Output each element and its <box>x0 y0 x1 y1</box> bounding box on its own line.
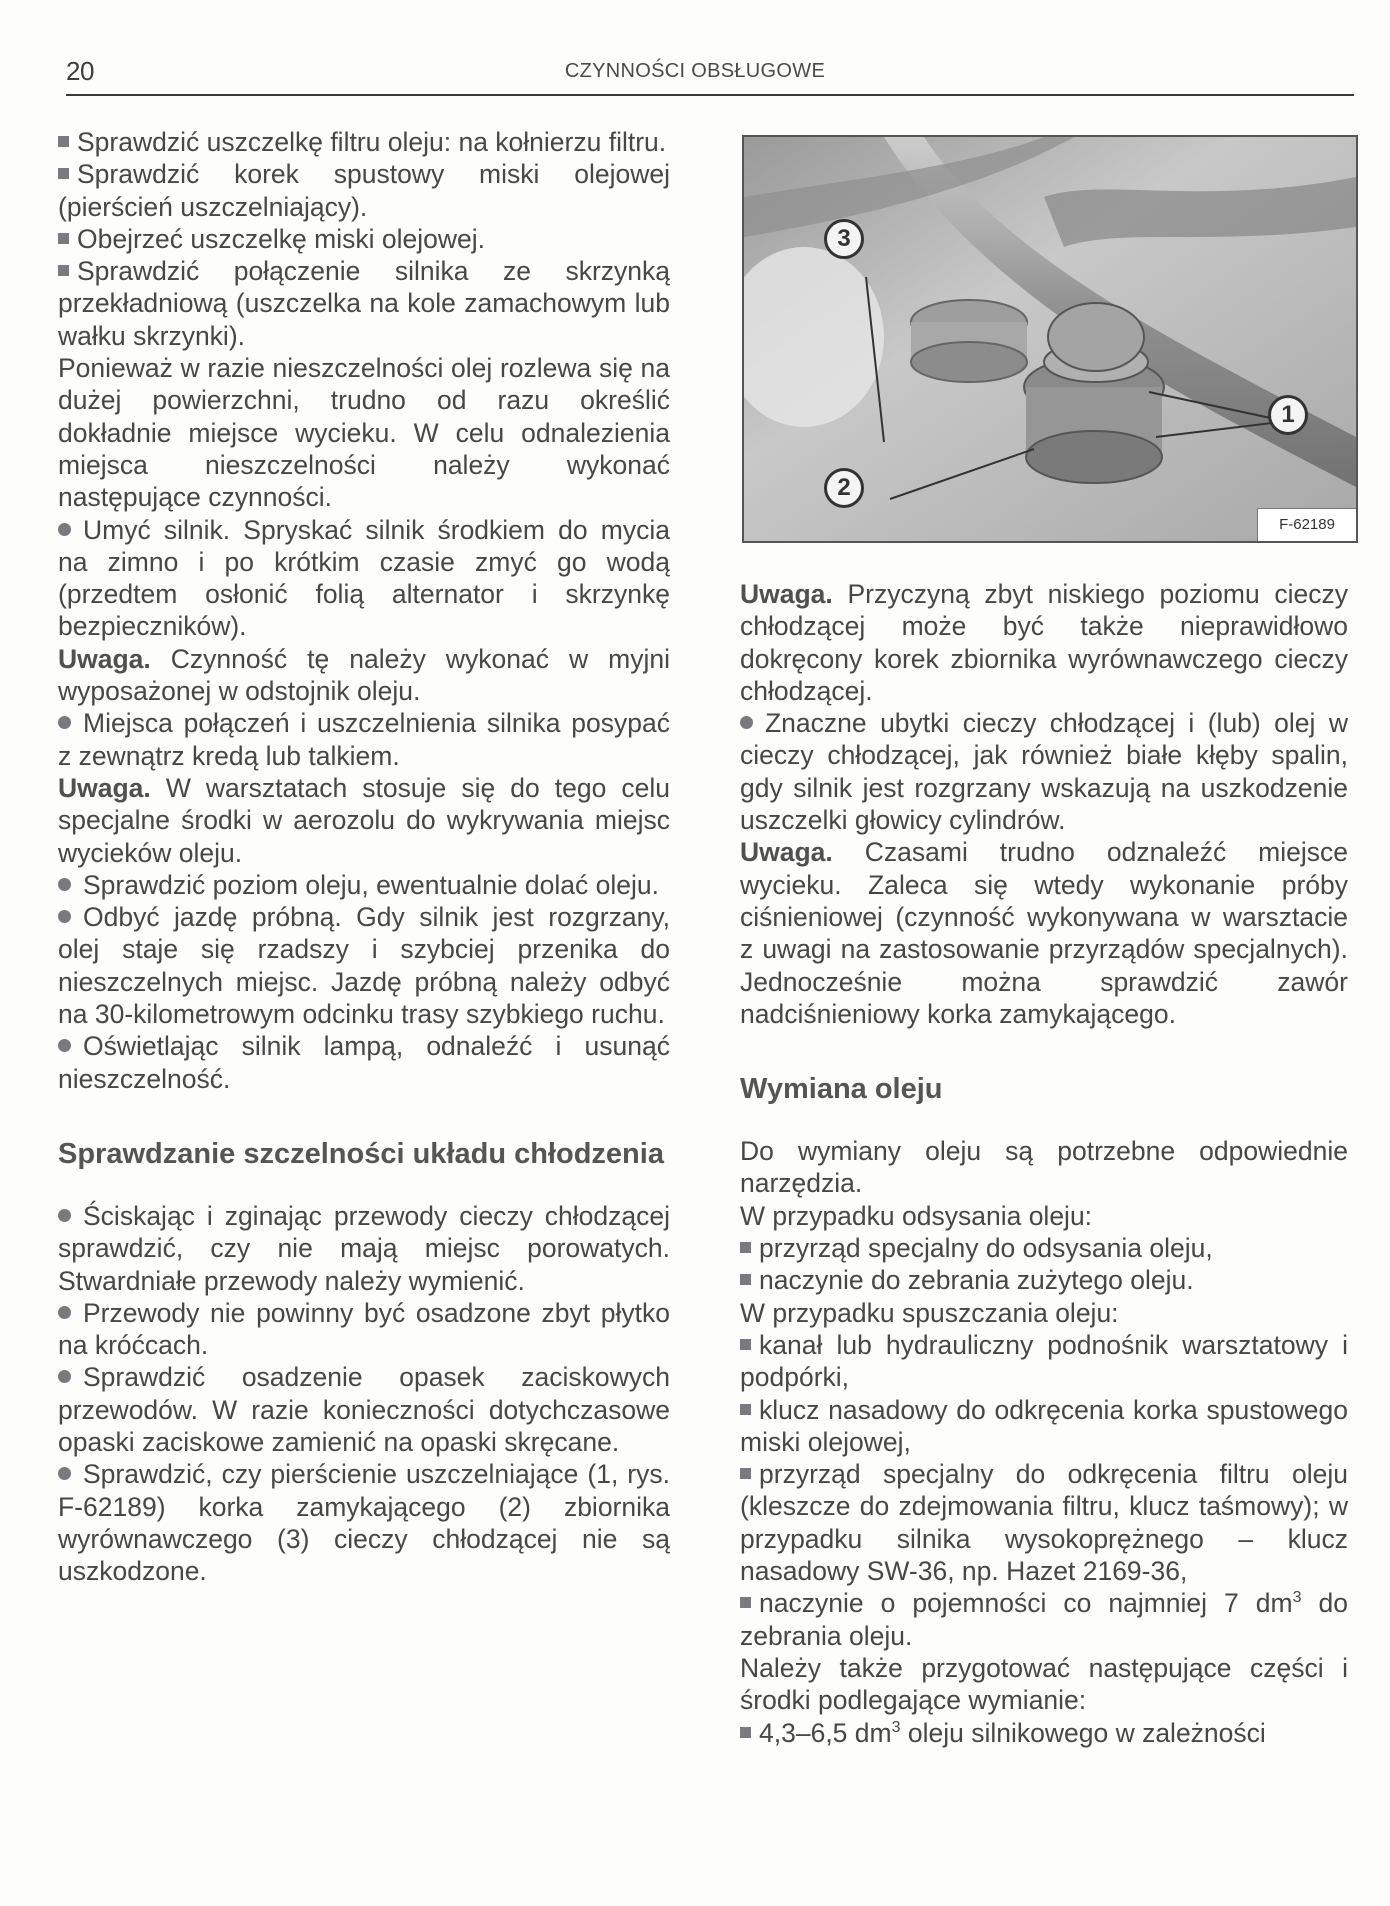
list-item: klucz nasadowy do odkręcenia korka spustowego miski olejowej, <box>740 1394 1348 1457</box>
round-bullet-icon <box>740 716 753 729</box>
running-title: CZYNNOŚCI OBSŁUGOWE <box>564 60 826 82</box>
round-bullet-icon <box>58 523 71 536</box>
step-item: Oświetlając silnik lampą, odnaleźć i usunąć nieszczelność. <box>58 1031 670 1094</box>
square-bullet-icon <box>740 1727 751 1738</box>
page-number: 20 <box>66 56 94 86</box>
round-bullet-icon <box>58 1306 71 1319</box>
round-bullet-icon <box>58 716 71 729</box>
page-header <box>0 0 1390 100</box>
square-bullet-icon <box>740 1274 751 1285</box>
figure-code: F-62189 <box>1257 508 1356 541</box>
list-item: Sprawdzić korek spustowy miski olejowej (pierścień uszczelniający). <box>58 159 670 222</box>
section-heading-oil-change: Wymiana oleju <box>740 1073 943 1106</box>
round-bullet-icon <box>58 1370 71 1383</box>
header-rule <box>66 94 1354 96</box>
list-item: 4,3–6,5 $dm^3$ oleju silnikowego w zależności <box>740 1717 1348 1749</box>
sub-label: W przypadku spuszczania oleju: <box>740 1297 1119 1328</box>
list-item: naczynie do zebrania zużytego oleju. <box>740 1264 1348 1296</box>
intro-paragraph: Ponieważ w razie nieszczelności olej rozlewa się na dużej powierzchni, trudno od razu określić dokładnie miejsce wycieku. W celu odnalezienia miejsca nieszczelności należy wykonać następujące czynności. <box>58 353 670 513</box>
step-item: Odbyć jazdę próbną. Gdy silnik jest rozgrzany, olej staje się rzadszy i szybciej przenika do nieszczelnych miejsc. Jazdę próbną należy odbyć na 30-kilometrowym odcinku trasy szybkiego ruchu. <box>58 902 670 1030</box>
square-bullet-icon <box>58 168 69 179</box>
note-paragraph: Uwaga. Przyczyną zbyt niskiego poziomu cieczy chłodzącej może być także nieprawidłowo dokręcony korek zbiornika wyrównawczego cieczy chłodzącej. <box>740 579 1348 706</box>
square-bullet-icon <box>58 265 69 276</box>
step-item: Sprawdzić osadzenie opasek zaciskowych przewodów. W razie konieczności dotychczasowe opaski zaciskowe zamienić na opaski skręcane. <box>58 1362 670 1457</box>
left-column <box>58 126 670 1587</box>
list-item: Obejrzeć uszczelkę miski olejowej. <box>58 223 670 255</box>
step-item: Sprawdzić, czy pierścienie uszczelniające (1, rys. F-62189) korka zamykającego (2) zbiornika wyrównawczego (3) cieczy chłodzącej nie są uszkodzone. <box>58 1459 670 1587</box>
square-bullet-icon <box>740 1404 751 1415</box>
round-bullet-icon <box>58 910 71 923</box>
section-heading-cooling: Sprawdzanie szczelności układu chłodzenia <box>58 1137 664 1170</box>
step-item: Przewody nie powinny być osadzone zbyt płytko na króćcach. <box>58 1297 670 1361</box>
list-item: przyrząd specjalny do odkręcenia filtru oleju (kleszcze do zdejmowania filtru, klucz taśmowy); w przypadku silnika wysokoprężnego – klucz nasadowy SW-36, np. Hazet 2169-36, <box>740 1459 1348 1587</box>
square-bullet-icon <box>740 1339 751 1350</box>
square-bullet-icon <box>740 1597 751 1608</box>
right-column <box>740 578 1348 1749</box>
round-bullet-icon <box>58 1467 71 1480</box>
note-label: Uwaga. <box>58 772 151 803</box>
step-item: Miejsca połączeń i uszczelnienia silnika posypać z zewnątrz kredą lub talkiem. <box>58 708 670 771</box>
callout-3: 3 <box>824 219 864 259</box>
step-item: Sprawdzić poziom oleju, ewentualnie dolać oleju. <box>58 869 670 901</box>
figure-photo <box>742 135 1358 543</box>
note-paragraph: Uwaga. Czasami trudno odznaleźć miejsce wycieku. Zaleca się wtedy wykonanie próby ciśnieniowej (czynność wykonywana w warsztacie z uwagi na zastosowanie przyrządów specjalnych). Jednocześnie można sprawdzić zawór nadciśnieniowy korka zamykającego. <box>740 837 1348 1029</box>
round-bullet-icon <box>58 878 71 891</box>
step-item: Znaczne ubytki cieczy chłodzącej i (lub) olej w cieczy chłodzącej, jak również białe kłęby spalin, gdy silnik jest rozgrzany wskazują na uszkodzenie uszczelki głowicy cylindrów. <box>740 708 1348 836</box>
square-bullet-icon <box>740 1242 751 1253</box>
parts-intro: Należy także przygotować następujące części i środki podlegające wymianie: <box>740 1652 1348 1716</box>
note-label: Uwaga. <box>740 837 833 868</box>
round-bullet-icon <box>58 1039 71 1052</box>
note-label: Uwaga. <box>740 579 833 609</box>
list-item: kanał lub hydrauliczny podnośnik warsztatowy i podpórki, <box>740 1329 1348 1393</box>
note-label: Uwaga. <box>58 643 151 674</box>
callout-1: 1 <box>1268 395 1308 435</box>
step-item: Umyć silnik. Spryskać silnik środkiem do mycia na zimno i po krótkim czasie zmyć go wodą (przedtem osłonić folią alternator i skrzynkę bezpieczników). <box>58 514 670 642</box>
square-bullet-icon <box>740 1468 751 1479</box>
square-bullet-icon <box>58 233 69 244</box>
list-item: naczynie o pojemności co najmniej 7 $dm^3$ do zebrania oleju. <box>740 1588 1348 1651</box>
note-paragraph: Uwaga. Czynność tę należy wykonać w myjni wyposażonej w odstojnik oleju. <box>58 643 670 707</box>
sub-label: W przypadku odsysania oleju: <box>740 1200 1093 1231</box>
step-item: Ściskając i zginając przewody cieczy chłodzącej sprawdzić, czy nie mają miejsc porowatych. Stwardniałe przewody należy wymienić. <box>58 1200 670 1296</box>
square-bullet-icon <box>58 136 69 147</box>
list-item: Sprawdzić połączenie silnika ze skrzynką przekładniową (uszczelka na kole zamachowym lub wałku skrzynki). <box>58 256 670 351</box>
list-item: Sprawdzić uszczelkę filtru oleju: na kołnierzu filtru. <box>58 126 670 158</box>
round-bullet-icon <box>58 1209 71 1222</box>
intro-paragraph: Do wymiany oleju są potrzebne odpowiednie narzędzia. <box>740 1136 1348 1199</box>
list-item: przyrząd specjalny do odsysania oleju, <box>740 1232 1348 1264</box>
note-paragraph: Uwaga. W warsztatach stosuje się do tego celu specjalne środki w aerozolu do wykrywania miejsc wycieków oleju. <box>58 772 670 868</box>
callout-2: 2 <box>824 468 864 508</box>
